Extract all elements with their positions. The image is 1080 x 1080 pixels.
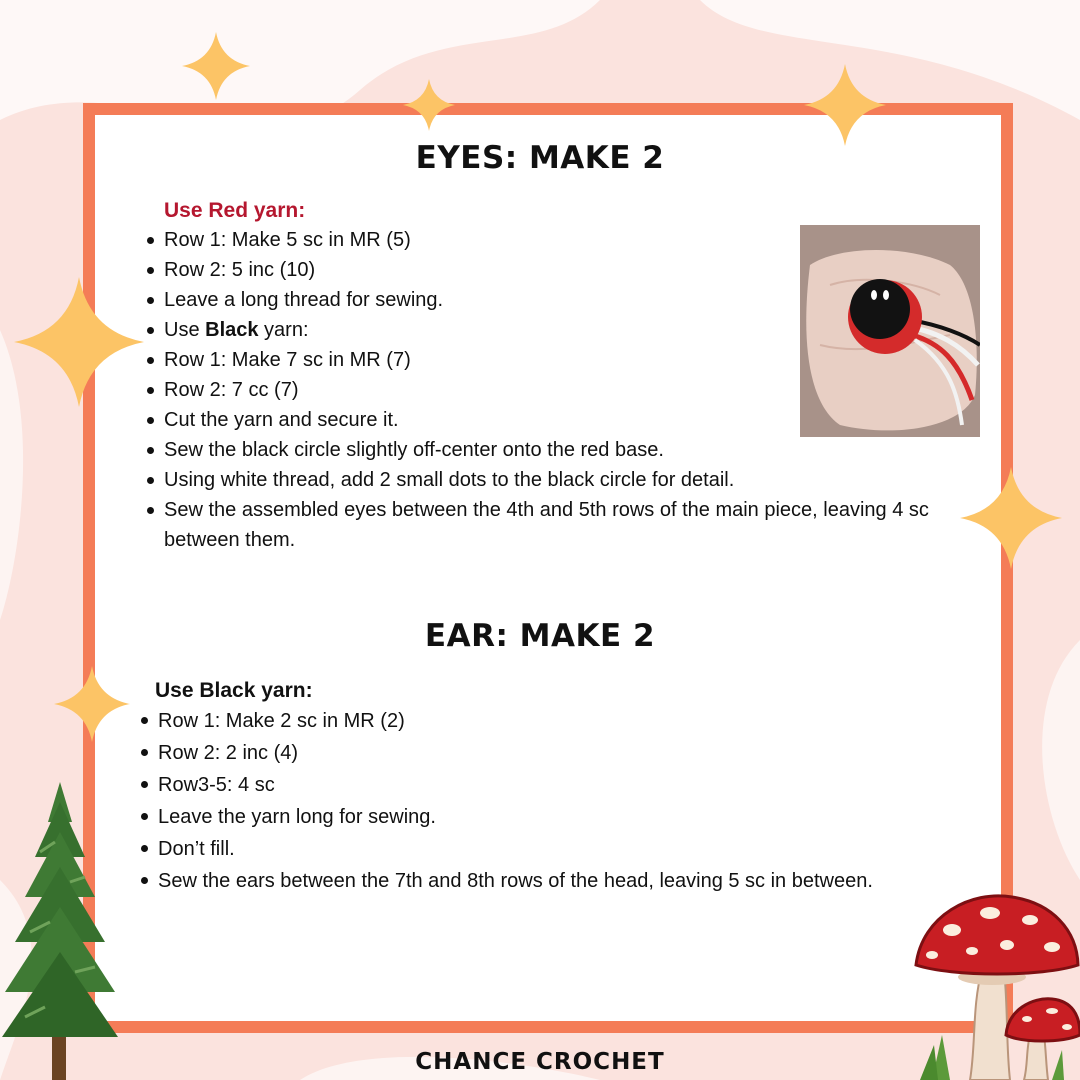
sparkle-icon	[14, 275, 144, 409]
eyes-step: Leave a long thread for sewing.	[164, 285, 964, 315]
black-yarn-prefix: Use	[164, 319, 206, 341]
eyes-yarn-instruction: Use Red yarn:	[164, 199, 306, 222]
sparkle-icon	[804, 62, 886, 148]
sparkle-icon	[54, 664, 130, 744]
sparkle-icon	[960, 465, 1062, 571]
sparkle-icon	[403, 78, 455, 132]
ear-step: Sew the ears between the 7th and 8th rows of the head, leaving 5 sc in between.	[158, 865, 998, 897]
ear-step: Leave the yarn long for sewing.	[158, 801, 998, 833]
eyes-step: Row 1: Make 5 sc in MR (5)	[164, 225, 964, 255]
eyes-step: Sew the black circle slightly off-center onto the red base.	[164, 435, 964, 465]
eyes-step: Row 2: 5 inc (10)	[164, 255, 964, 285]
ear-step: Don’t fill.	[158, 833, 998, 865]
pine-tree-icon	[0, 782, 120, 1080]
eyes-step: Row 1: Make 7 sc in MR (7)	[164, 345, 964, 375]
eyes-step: Using white thread, add 2 small dots to the black circle for detail.	[164, 465, 964, 495]
eyes-section-title: EYES: MAKE 2	[415, 140, 665, 176]
ear-yarn-instruction: Use Black yarn:	[155, 679, 313, 702]
ear-step-list	[158, 705, 998, 897]
black-yarn-suffix: yarn:	[258, 319, 309, 341]
eyes-step: Sew the assembled eyes between the 4th and 5th rows of the main piece, leaving 4 sc between them.	[164, 495, 964, 555]
ear-step: Row 1: Make 2 sc in MR (2)	[158, 705, 998, 737]
sparkle-icon	[182, 30, 250, 102]
eyes-step: Row 2: 7 cc (7)	[164, 375, 964, 405]
black-yarn-bold: Black	[205, 319, 259, 341]
eyes-step: Cut the yarn and secure it.	[164, 405, 964, 435]
crochet-eye-photo	[800, 225, 980, 437]
ear-step: Row 2: 2 inc (4)	[158, 737, 998, 769]
brand-footer: CHANCE CROCHET	[415, 1049, 665, 1075]
ear-section-title: EAR: MAKE 2	[424, 618, 656, 654]
ear-step: Row3-5: 4 sc	[158, 769, 998, 801]
